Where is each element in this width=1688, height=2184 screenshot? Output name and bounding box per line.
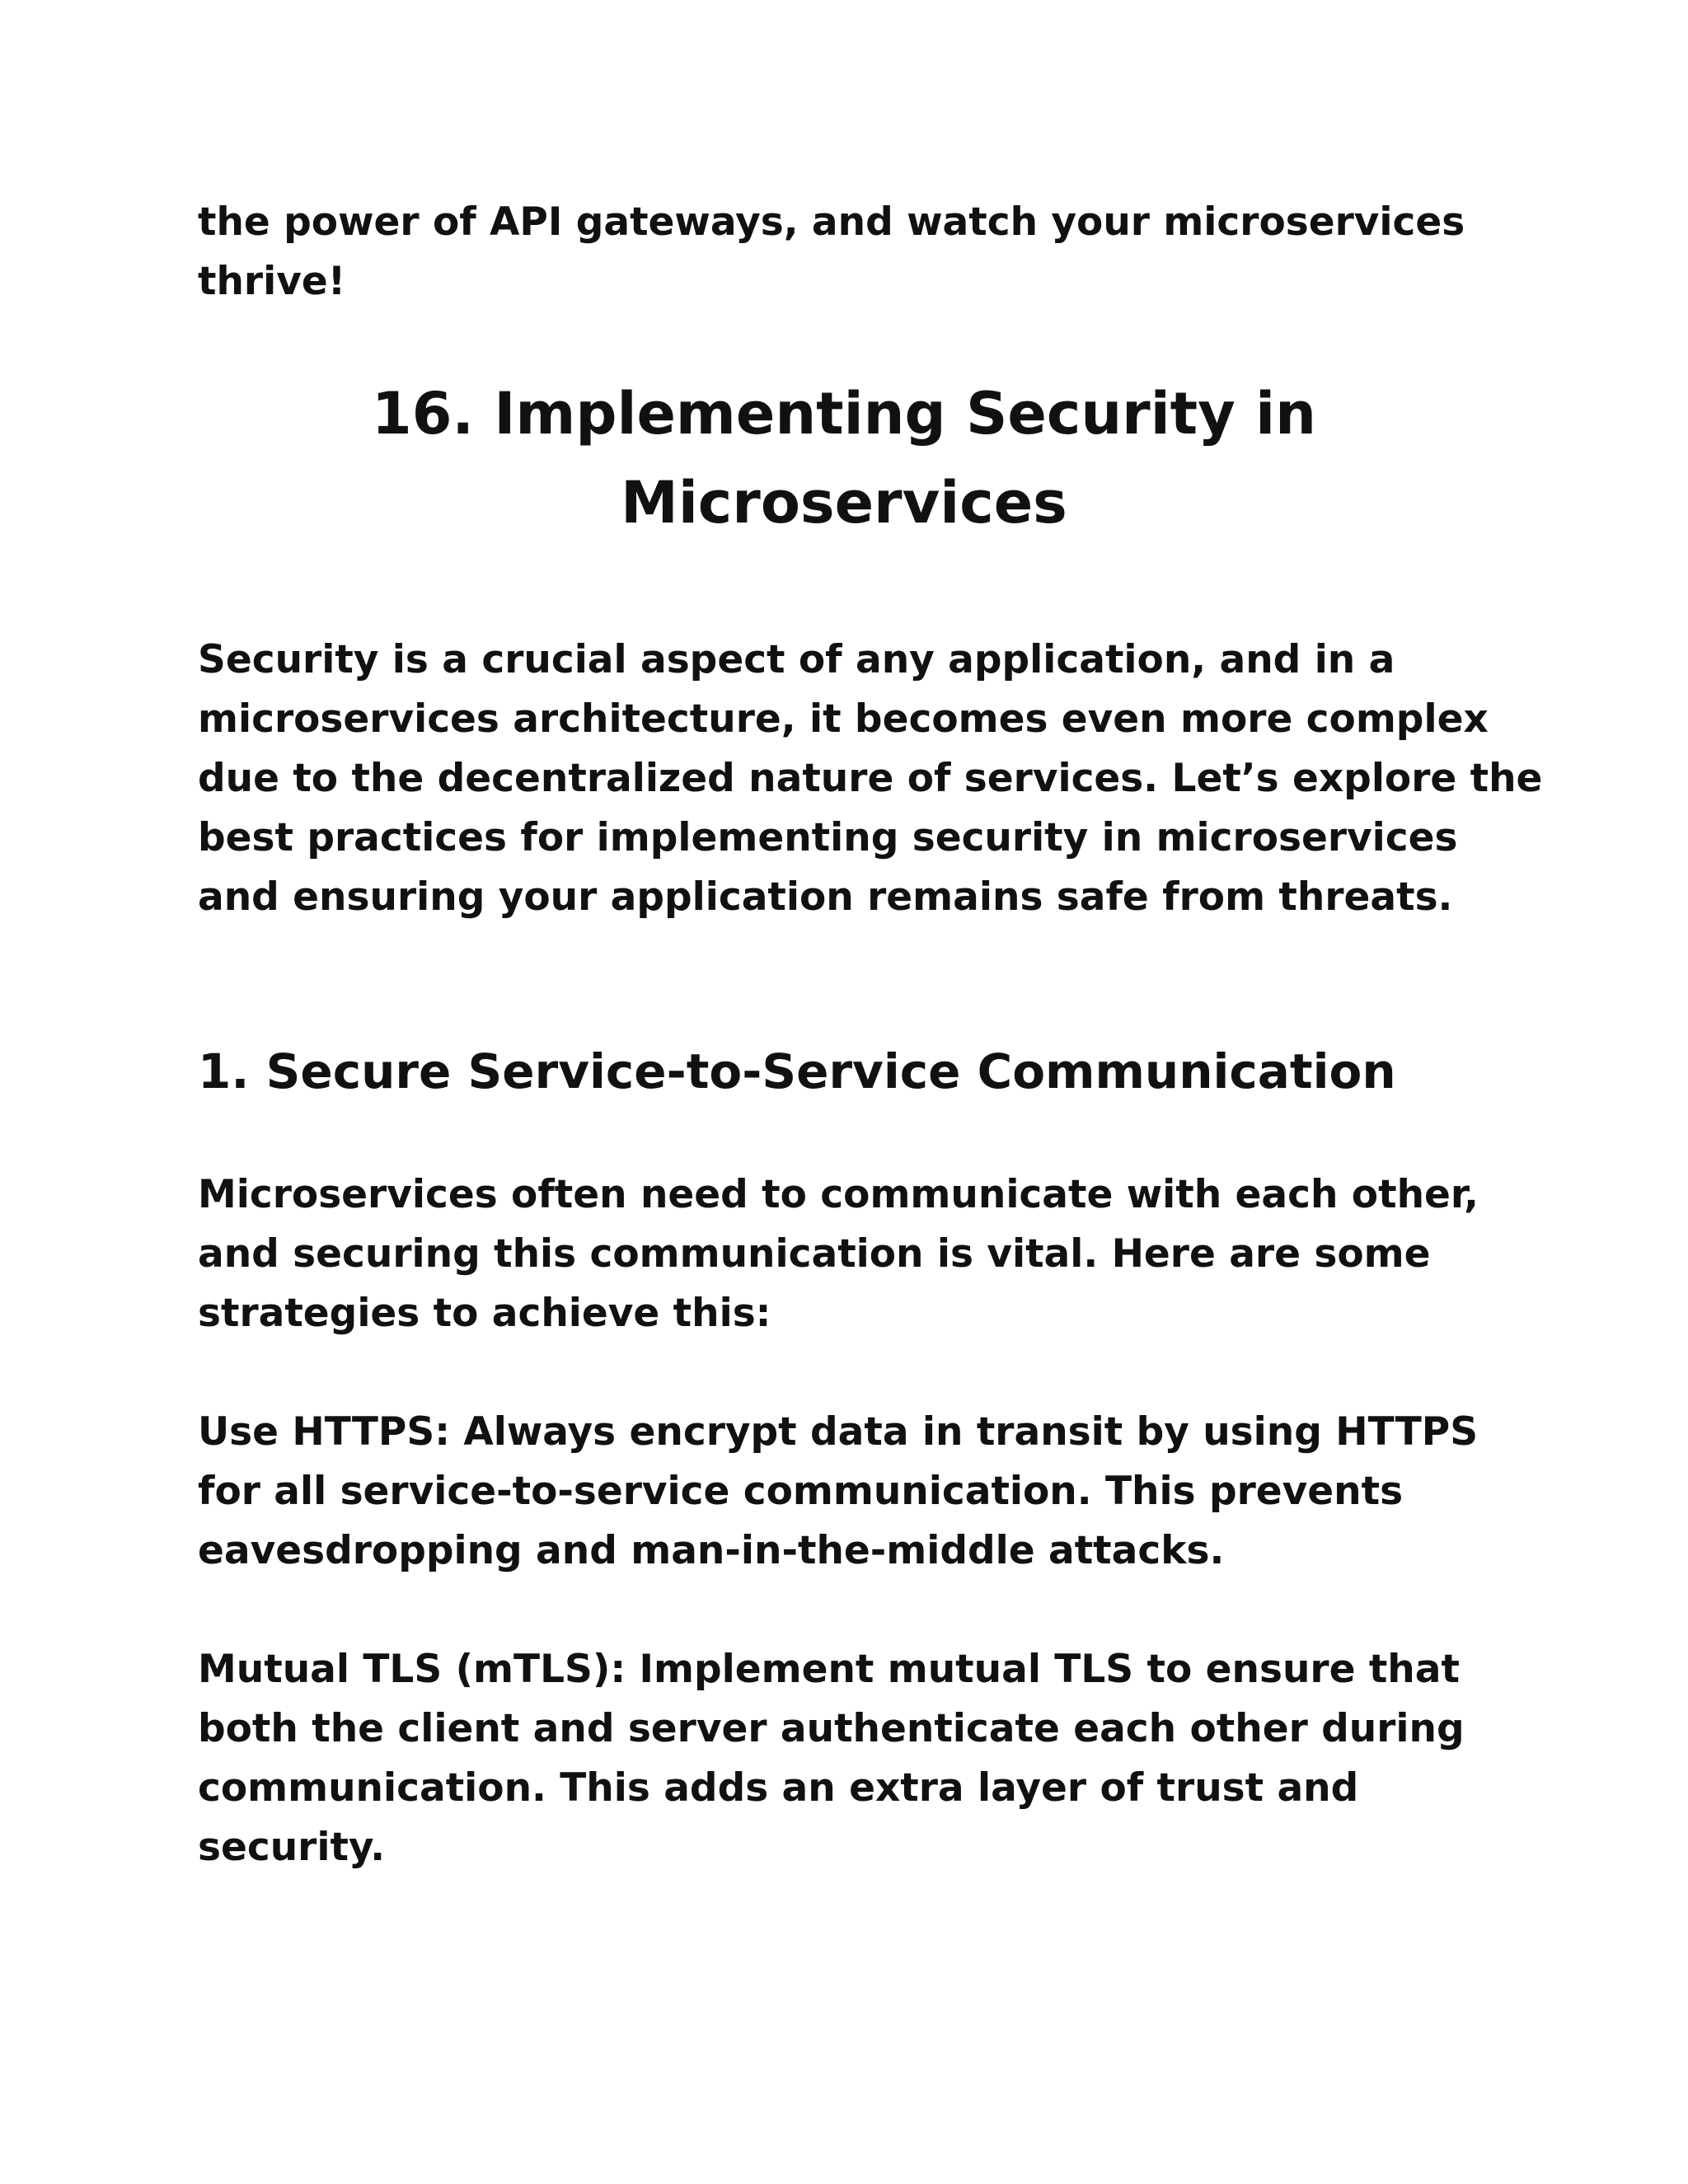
text-line: and securing this communication is vital. Here are some xyxy=(198,1231,1431,1277)
text-line: Security is a crucial aspect of any application, and in a xyxy=(198,637,1395,682)
intro-paragraph xyxy=(198,630,1543,927)
section-heading xyxy=(198,1038,1500,1104)
https-paragraph xyxy=(198,1403,1500,1581)
text-line: due to the decentralized nature of services. Let’s explore the xyxy=(198,756,1543,801)
text-line: thrive! xyxy=(198,259,346,304)
section-intro-paragraph xyxy=(198,1165,1500,1343)
text-line: and ensuring your application remains safe from threats. xyxy=(198,874,1453,920)
text-line: Microservices often need to communicate with each other, xyxy=(198,1172,1479,1217)
text-line: Use HTTPS: Always encrypt data in transit by using HTTPS xyxy=(198,1409,1479,1455)
text-line: microservices architecture, it becomes even more complex xyxy=(198,696,1489,742)
text-line: strategies to achieve this: xyxy=(198,1291,771,1336)
text-line: for all service-to-service communication. This prevents xyxy=(198,1469,1404,1514)
heading-line: 16. Implementing Security in xyxy=(372,380,1316,448)
text-line: best practices for implementing security in microservices xyxy=(198,815,1458,860)
text-line: both the client and server authenticate each other during xyxy=(198,1706,1465,1751)
text-line: the power of API gateways, and watch your microservices xyxy=(198,199,1465,245)
intro-continuation-paragraph xyxy=(198,193,1500,312)
chapter-heading xyxy=(198,369,1490,547)
text-line: Mutual TLS (mTLS): Implement mutual TLS to ensure that xyxy=(198,1647,1460,1692)
text-line: security. xyxy=(198,1825,386,1870)
mtls-paragraph xyxy=(198,1640,1500,1877)
text-line: communication. This adds an extra layer of trust and xyxy=(198,1765,1359,1811)
text-line: eavesdropping and man-in-the-middle attacks. xyxy=(198,1528,1225,1573)
heading-line: Microservices xyxy=(621,469,1067,537)
heading-line: 1. Secure Service-to-Service Communication xyxy=(198,1043,1396,1099)
